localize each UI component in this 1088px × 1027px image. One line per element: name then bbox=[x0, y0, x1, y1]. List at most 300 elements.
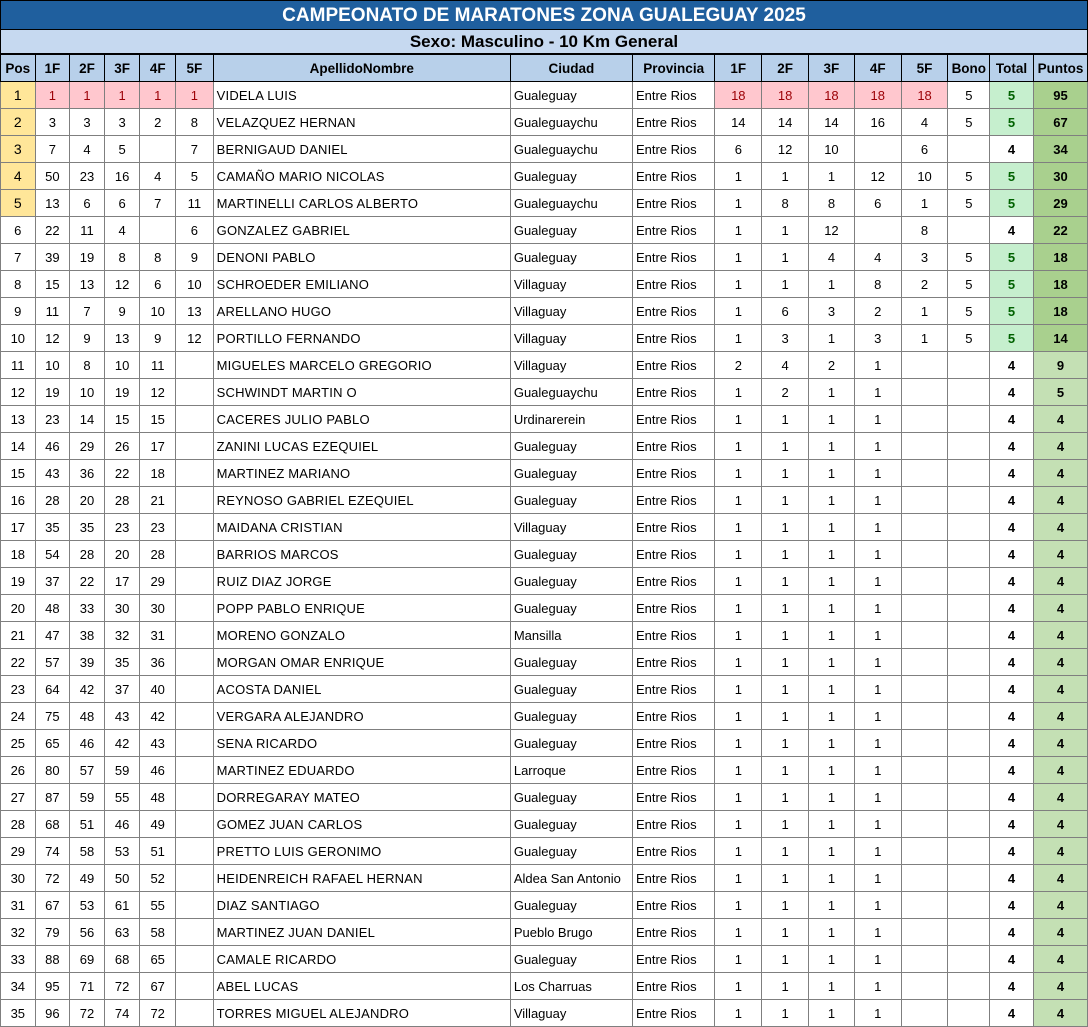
cell-4f-points[interactable]: 1 bbox=[854, 460, 901, 487]
cell-pos[interactable]: 20 bbox=[1, 595, 36, 622]
cell-puntos[interactable]: 9 bbox=[1033, 352, 1087, 379]
cell-bono[interactable] bbox=[948, 973, 990, 1000]
cell-puntos[interactable]: 4 bbox=[1033, 649, 1087, 676]
cell-2f-place[interactable]: 69 bbox=[70, 946, 105, 973]
cell-1f-points[interactable]: 1 bbox=[715, 973, 762, 1000]
cell-pos[interactable]: 21 bbox=[1, 622, 36, 649]
header-ciudad[interactable]: Ciudad bbox=[510, 55, 632, 82]
cell-4f-points[interactable]: 1 bbox=[854, 541, 901, 568]
cell-2f-points[interactable]: 12 bbox=[762, 136, 809, 163]
cell-pos[interactable]: 24 bbox=[1, 703, 36, 730]
cell-2f-place[interactable]: 59 bbox=[70, 784, 105, 811]
cell-1f-points[interactable]: 1 bbox=[715, 379, 762, 406]
cell-provincia[interactable]: Entre Rios bbox=[632, 865, 714, 892]
cell-ciudad[interactable]: Gualeguay bbox=[510, 649, 632, 676]
cell-provincia[interactable]: Entre Rios bbox=[632, 919, 714, 946]
cell-4f-points[interactable]: 2 bbox=[854, 298, 901, 325]
cell-total[interactable]: 5 bbox=[990, 244, 1034, 271]
cell-ciudad[interactable]: Mansilla bbox=[510, 622, 632, 649]
cell-1f-place[interactable]: 65 bbox=[35, 730, 70, 757]
cell-ciudad[interactable]: Gualeguay bbox=[510, 163, 632, 190]
cell-pos[interactable]: 9 bbox=[1, 298, 36, 325]
cell-provincia[interactable]: Entre Rios bbox=[632, 406, 714, 433]
cell-ciudad[interactable]: Gualeguay bbox=[510, 946, 632, 973]
header-3f-points[interactable]: 3F bbox=[809, 55, 855, 82]
cell-1f-points[interactable]: 18 bbox=[715, 82, 762, 109]
header-puntos[interactable]: Puntos bbox=[1033, 55, 1087, 82]
cell-1f-place[interactable]: 46 bbox=[35, 433, 70, 460]
cell-3f-place[interactable]: 63 bbox=[104, 919, 140, 946]
cell-4f-place[interactable]: 55 bbox=[140, 892, 176, 919]
cell-apellido-nombre[interactable]: PORTILLO FERNANDO bbox=[213, 325, 510, 352]
cell-5f-place[interactable] bbox=[176, 784, 214, 811]
cell-3f-points[interactable]: 1 bbox=[809, 433, 855, 460]
cell-3f-points[interactable]: 3 bbox=[809, 298, 855, 325]
cell-2f-points[interactable]: 1 bbox=[762, 514, 809, 541]
cell-provincia[interactable]: Entre Rios bbox=[632, 514, 714, 541]
cell-3f-place[interactable]: 28 bbox=[104, 487, 140, 514]
cell-provincia[interactable]: Entre Rios bbox=[632, 109, 714, 136]
cell-1f-place[interactable]: 28 bbox=[35, 487, 70, 514]
cell-5f-place[interactable] bbox=[176, 352, 214, 379]
cell-apellido-nombre[interactable]: MARTINEZ MARIANO bbox=[213, 460, 510, 487]
cell-apellido-nombre[interactable]: POPP PABLO ENRIQUE bbox=[213, 595, 510, 622]
cell-pos[interactable]: 14 bbox=[1, 433, 36, 460]
cell-4f-place[interactable] bbox=[140, 136, 176, 163]
cell-5f-place[interactable]: 11 bbox=[176, 190, 214, 217]
cell-ciudad[interactable]: Gualeguay bbox=[510, 82, 632, 109]
header-4f-place[interactable]: 4F bbox=[140, 55, 176, 82]
cell-apellido-nombre[interactable]: ABEL LUCAS bbox=[213, 973, 510, 1000]
cell-4f-place[interactable]: 65 bbox=[140, 946, 176, 973]
cell-2f-points[interactable]: 1 bbox=[762, 649, 809, 676]
cell-puntos[interactable]: 4 bbox=[1033, 811, 1087, 838]
cell-3f-points[interactable]: 12 bbox=[809, 217, 855, 244]
cell-1f-place[interactable]: 39 bbox=[35, 244, 70, 271]
cell-apellido-nombre[interactable]: MARTINEZ EDUARDO bbox=[213, 757, 510, 784]
cell-1f-points[interactable]: 1 bbox=[715, 649, 762, 676]
cell-apellido-nombre[interactable]: DIAZ SANTIAGO bbox=[213, 892, 510, 919]
cell-pos[interactable]: 31 bbox=[1, 892, 36, 919]
cell-bono[interactable]: 5 bbox=[948, 163, 990, 190]
cell-2f-place[interactable]: 39 bbox=[70, 649, 105, 676]
cell-1f-place[interactable]: 72 bbox=[35, 865, 70, 892]
cell-ciudad[interactable]: Villaguay bbox=[510, 298, 632, 325]
cell-ciudad[interactable]: Gualeguay bbox=[510, 703, 632, 730]
cell-total[interactable]: 5 bbox=[990, 109, 1034, 136]
cell-total[interactable]: 5 bbox=[990, 298, 1034, 325]
cell-2f-points[interactable]: 1 bbox=[762, 487, 809, 514]
cell-2f-points[interactable]: 1 bbox=[762, 730, 809, 757]
cell-bono[interactable]: 5 bbox=[948, 109, 990, 136]
cell-1f-points[interactable]: 2 bbox=[715, 352, 762, 379]
cell-total[interactable]: 4 bbox=[990, 406, 1034, 433]
cell-2f-place[interactable]: 72 bbox=[70, 1000, 105, 1027]
cell-puntos[interactable]: 4 bbox=[1033, 514, 1087, 541]
cell-puntos[interactable]: 4 bbox=[1033, 946, 1087, 973]
cell-3f-place[interactable]: 9 bbox=[104, 298, 140, 325]
cell-4f-points[interactable]: 1 bbox=[854, 622, 901, 649]
header-1f-place[interactable]: 1F bbox=[35, 55, 70, 82]
cell-5f-points[interactable]: 1 bbox=[901, 298, 948, 325]
cell-puntos[interactable]: 18 bbox=[1033, 244, 1087, 271]
cell-puntos[interactable]: 4 bbox=[1033, 892, 1087, 919]
cell-4f-place[interactable]: 43 bbox=[140, 730, 176, 757]
cell-pos[interactable]: 33 bbox=[1, 946, 36, 973]
cell-apellido-nombre[interactable]: HEIDENREICH RAFAEL HERNAN bbox=[213, 865, 510, 892]
cell-5f-points[interactable] bbox=[901, 865, 948, 892]
cell-5f-place[interactable] bbox=[176, 649, 214, 676]
cell-4f-points[interactable]: 1 bbox=[854, 352, 901, 379]
cell-5f-place[interactable] bbox=[176, 406, 214, 433]
cell-3f-place[interactable]: 72 bbox=[104, 973, 140, 1000]
cell-2f-points[interactable]: 1 bbox=[762, 703, 809, 730]
cell-3f-points[interactable]: 8 bbox=[809, 190, 855, 217]
cell-ciudad[interactable]: Gualeguay bbox=[510, 541, 632, 568]
cell-provincia[interactable]: Entre Rios bbox=[632, 622, 714, 649]
cell-puntos[interactable]: 4 bbox=[1033, 622, 1087, 649]
cell-5f-points[interactable] bbox=[901, 568, 948, 595]
cell-1f-place[interactable]: 43 bbox=[35, 460, 70, 487]
cell-provincia[interactable]: Entre Rios bbox=[632, 784, 714, 811]
cell-provincia[interactable]: Entre Rios bbox=[632, 892, 714, 919]
cell-puntos[interactable]: 34 bbox=[1033, 136, 1087, 163]
cell-2f-points[interactable]: 1 bbox=[762, 892, 809, 919]
cell-4f-place[interactable]: 31 bbox=[140, 622, 176, 649]
cell-4f-place[interactable]: 30 bbox=[140, 595, 176, 622]
cell-3f-place[interactable]: 4 bbox=[104, 217, 140, 244]
cell-2f-points[interactable]: 1 bbox=[762, 244, 809, 271]
cell-5f-place[interactable]: 8 bbox=[176, 109, 214, 136]
cell-2f-place[interactable]: 3 bbox=[70, 109, 105, 136]
cell-3f-points[interactable]: 1 bbox=[809, 325, 855, 352]
cell-1f-place[interactable]: 67 bbox=[35, 892, 70, 919]
cell-total[interactable]: 4 bbox=[990, 811, 1034, 838]
cell-3f-points[interactable]: 18 bbox=[809, 82, 855, 109]
cell-3f-points[interactable]: 1 bbox=[809, 1000, 855, 1027]
cell-5f-points[interactable] bbox=[901, 1000, 948, 1027]
cell-bono[interactable]: 5 bbox=[948, 298, 990, 325]
cell-5f-place[interactable] bbox=[176, 838, 214, 865]
cell-2f-place[interactable]: 48 bbox=[70, 703, 105, 730]
cell-1f-place[interactable]: 10 bbox=[35, 352, 70, 379]
cell-apellido-nombre[interactable]: MORGAN OMAR ENRIQUE bbox=[213, 649, 510, 676]
cell-bono[interactable] bbox=[948, 946, 990, 973]
cell-pos[interactable]: 28 bbox=[1, 811, 36, 838]
cell-pos[interactable]: 26 bbox=[1, 757, 36, 784]
cell-provincia[interactable]: Entre Rios bbox=[632, 244, 714, 271]
cell-4f-points[interactable] bbox=[854, 217, 901, 244]
cell-1f-points[interactable]: 1 bbox=[715, 757, 762, 784]
cell-3f-place[interactable]: 3 bbox=[104, 109, 140, 136]
cell-3f-points[interactable]: 1 bbox=[809, 811, 855, 838]
cell-3f-place[interactable]: 53 bbox=[104, 838, 140, 865]
cell-1f-points[interactable]: 1 bbox=[715, 568, 762, 595]
cell-2f-points[interactable]: 1 bbox=[762, 271, 809, 298]
cell-pos[interactable]: 32 bbox=[1, 919, 36, 946]
cell-3f-place[interactable]: 46 bbox=[104, 811, 140, 838]
header-bono[interactable]: Bono bbox=[948, 55, 990, 82]
cell-4f-place[interactable]: 21 bbox=[140, 487, 176, 514]
cell-1f-place[interactable]: 64 bbox=[35, 676, 70, 703]
cell-4f-place[interactable]: 12 bbox=[140, 379, 176, 406]
cell-4f-points[interactable]: 18 bbox=[854, 82, 901, 109]
cell-1f-points[interactable]: 1 bbox=[715, 676, 762, 703]
cell-2f-points[interactable]: 1 bbox=[762, 217, 809, 244]
cell-puntos[interactable]: 4 bbox=[1033, 730, 1087, 757]
cell-4f-points[interactable]: 1 bbox=[854, 919, 901, 946]
cell-4f-points[interactable]: 1 bbox=[854, 676, 901, 703]
cell-5f-place[interactable] bbox=[176, 541, 214, 568]
cell-5f-place[interactable] bbox=[176, 703, 214, 730]
cell-ciudad[interactable]: Villaguay bbox=[510, 325, 632, 352]
cell-3f-points[interactable]: 1 bbox=[809, 919, 855, 946]
cell-ciudad[interactable]: Gualeguay bbox=[510, 487, 632, 514]
cell-provincia[interactable]: Entre Rios bbox=[632, 649, 714, 676]
cell-1f-place[interactable]: 19 bbox=[35, 379, 70, 406]
cell-total[interactable]: 4 bbox=[990, 757, 1034, 784]
cell-4f-place[interactable]: 9 bbox=[140, 325, 176, 352]
cell-3f-place[interactable]: 17 bbox=[104, 568, 140, 595]
cell-2f-points[interactable]: 3 bbox=[762, 325, 809, 352]
cell-2f-points[interactable]: 1 bbox=[762, 460, 809, 487]
cell-4f-place[interactable]: 40 bbox=[140, 676, 176, 703]
cell-5f-points[interactable]: 3 bbox=[901, 244, 948, 271]
cell-5f-place[interactable] bbox=[176, 622, 214, 649]
cell-provincia[interactable]: Entre Rios bbox=[632, 379, 714, 406]
cell-4f-place[interactable]: 15 bbox=[140, 406, 176, 433]
cell-total[interactable]: 4 bbox=[990, 595, 1034, 622]
cell-ciudad[interactable]: Gualeguay bbox=[510, 433, 632, 460]
cell-1f-points[interactable]: 1 bbox=[715, 730, 762, 757]
cell-total[interactable]: 4 bbox=[990, 487, 1034, 514]
cell-total[interactable]: 4 bbox=[990, 730, 1034, 757]
cell-provincia[interactable]: Entre Rios bbox=[632, 568, 714, 595]
cell-1f-points[interactable]: 1 bbox=[715, 595, 762, 622]
cell-bono[interactable] bbox=[948, 865, 990, 892]
cell-ciudad[interactable]: Gualeguay bbox=[510, 244, 632, 271]
cell-4f-points[interactable]: 1 bbox=[854, 514, 901, 541]
cell-provincia[interactable]: Entre Rios bbox=[632, 757, 714, 784]
cell-1f-points[interactable]: 1 bbox=[715, 811, 762, 838]
cell-4f-place[interactable]: 29 bbox=[140, 568, 176, 595]
cell-3f-points[interactable]: 1 bbox=[809, 784, 855, 811]
cell-2f-points[interactable]: 6 bbox=[762, 298, 809, 325]
cell-3f-points[interactable]: 14 bbox=[809, 109, 855, 136]
cell-bono[interactable] bbox=[948, 487, 990, 514]
cell-apellido-nombre[interactable]: DENONI PABLO bbox=[213, 244, 510, 271]
cell-5f-place[interactable] bbox=[176, 946, 214, 973]
cell-1f-place[interactable]: 12 bbox=[35, 325, 70, 352]
cell-puntos[interactable]: 4 bbox=[1033, 541, 1087, 568]
cell-4f-points[interactable]: 1 bbox=[854, 838, 901, 865]
cell-2f-place[interactable]: 71 bbox=[70, 973, 105, 1000]
cell-bono[interactable] bbox=[948, 892, 990, 919]
cell-provincia[interactable]: Entre Rios bbox=[632, 298, 714, 325]
cell-total[interactable]: 4 bbox=[990, 622, 1034, 649]
cell-3f-points[interactable]: 1 bbox=[809, 892, 855, 919]
cell-pos[interactable]: 23 bbox=[1, 676, 36, 703]
cell-5f-points[interactable] bbox=[901, 811, 948, 838]
cell-4f-place[interactable]: 10 bbox=[140, 298, 176, 325]
cell-pos[interactable]: 27 bbox=[1, 784, 36, 811]
cell-total[interactable]: 4 bbox=[990, 865, 1034, 892]
cell-2f-place[interactable]: 46 bbox=[70, 730, 105, 757]
cell-5f-place[interactable] bbox=[176, 811, 214, 838]
cell-1f-points[interactable]: 1 bbox=[715, 163, 762, 190]
cell-puntos[interactable]: 4 bbox=[1033, 757, 1087, 784]
cell-2f-place[interactable]: 9 bbox=[70, 325, 105, 352]
cell-2f-place[interactable]: 10 bbox=[70, 379, 105, 406]
cell-pos[interactable]: 4 bbox=[1, 163, 36, 190]
cell-pos[interactable]: 7 bbox=[1, 244, 36, 271]
cell-puntos[interactable]: 4 bbox=[1033, 973, 1087, 1000]
cell-total[interactable]: 4 bbox=[990, 784, 1034, 811]
cell-3f-points[interactable]: 1 bbox=[809, 676, 855, 703]
cell-2f-place[interactable]: 7 bbox=[70, 298, 105, 325]
cell-bono[interactable] bbox=[948, 838, 990, 865]
cell-3f-points[interactable]: 1 bbox=[809, 757, 855, 784]
cell-3f-place[interactable]: 19 bbox=[104, 379, 140, 406]
cell-2f-place[interactable]: 13 bbox=[70, 271, 105, 298]
cell-bono[interactable] bbox=[948, 703, 990, 730]
cell-apellido-nombre[interactable]: MARTINEZ JUAN DANIEL bbox=[213, 919, 510, 946]
cell-1f-place[interactable]: 15 bbox=[35, 271, 70, 298]
cell-1f-points[interactable]: 1 bbox=[715, 541, 762, 568]
cell-5f-place[interactable]: 12 bbox=[176, 325, 214, 352]
cell-5f-place[interactable] bbox=[176, 676, 214, 703]
cell-2f-points[interactable]: 1 bbox=[762, 433, 809, 460]
cell-2f-place[interactable]: 51 bbox=[70, 811, 105, 838]
cell-4f-points[interactable]: 1 bbox=[854, 595, 901, 622]
cell-5f-points[interactable]: 4 bbox=[901, 109, 948, 136]
cell-1f-place[interactable]: 87 bbox=[35, 784, 70, 811]
cell-1f-points[interactable]: 1 bbox=[715, 190, 762, 217]
cell-bono[interactable] bbox=[948, 784, 990, 811]
cell-5f-place[interactable]: 5 bbox=[176, 163, 214, 190]
header-4f-points[interactable]: 4F bbox=[854, 55, 901, 82]
cell-2f-place[interactable]: 11 bbox=[70, 217, 105, 244]
cell-3f-place[interactable]: 55 bbox=[104, 784, 140, 811]
cell-5f-place[interactable]: 7 bbox=[176, 136, 214, 163]
cell-5f-place[interactable] bbox=[176, 892, 214, 919]
cell-provincia[interactable]: Entre Rios bbox=[632, 82, 714, 109]
cell-4f-points[interactable]: 1 bbox=[854, 1000, 901, 1027]
cell-3f-place[interactable]: 15 bbox=[104, 406, 140, 433]
cell-4f-points[interactable]: 1 bbox=[854, 865, 901, 892]
cell-pos[interactable]: 8 bbox=[1, 271, 36, 298]
header-provincia[interactable]: Provincia bbox=[632, 55, 714, 82]
cell-4f-place[interactable]: 23 bbox=[140, 514, 176, 541]
cell-pos[interactable]: 1 bbox=[1, 82, 36, 109]
cell-2f-points[interactable]: 14 bbox=[762, 109, 809, 136]
cell-bono[interactable] bbox=[948, 406, 990, 433]
cell-2f-points[interactable]: 1 bbox=[762, 946, 809, 973]
cell-2f-points[interactable]: 4 bbox=[762, 352, 809, 379]
cell-5f-points[interactable] bbox=[901, 514, 948, 541]
cell-4f-points[interactable]: 1 bbox=[854, 892, 901, 919]
cell-total[interactable]: 4 bbox=[990, 676, 1034, 703]
cell-2f-points[interactable]: 1 bbox=[762, 838, 809, 865]
cell-total[interactable]: 5 bbox=[990, 271, 1034, 298]
cell-provincia[interactable]: Entre Rios bbox=[632, 136, 714, 163]
cell-total[interactable]: 5 bbox=[990, 82, 1034, 109]
cell-ciudad[interactable]: Gualeguay bbox=[510, 217, 632, 244]
cell-1f-points[interactable]: 1 bbox=[715, 406, 762, 433]
cell-puntos[interactable]: 4 bbox=[1033, 433, 1087, 460]
cell-pos[interactable]: 35 bbox=[1, 1000, 36, 1027]
cell-2f-points[interactable]: 18 bbox=[762, 82, 809, 109]
cell-puntos[interactable]: 5 bbox=[1033, 379, 1087, 406]
cell-total[interactable]: 4 bbox=[990, 1000, 1034, 1027]
cell-4f-place[interactable]: 7 bbox=[140, 190, 176, 217]
cell-5f-place[interactable] bbox=[176, 1000, 214, 1027]
cell-puntos[interactable]: 4 bbox=[1033, 838, 1087, 865]
cell-1f-points[interactable]: 1 bbox=[715, 946, 762, 973]
cell-provincia[interactable]: Entre Rios bbox=[632, 838, 714, 865]
header-5f-place[interactable]: 5F bbox=[176, 55, 214, 82]
cell-4f-points[interactable]: 1 bbox=[854, 784, 901, 811]
cell-3f-points[interactable]: 1 bbox=[809, 163, 855, 190]
cell-4f-points[interactable]: 1 bbox=[854, 379, 901, 406]
cell-3f-points[interactable]: 1 bbox=[809, 514, 855, 541]
cell-5f-points[interactable] bbox=[901, 460, 948, 487]
cell-3f-points[interactable]: 4 bbox=[809, 244, 855, 271]
cell-4f-points[interactable]: 1 bbox=[854, 730, 901, 757]
cell-1f-place[interactable]: 54 bbox=[35, 541, 70, 568]
header-2f-place[interactable]: 2F bbox=[70, 55, 105, 82]
cell-5f-points[interactable] bbox=[901, 649, 948, 676]
cell-1f-points[interactable]: 1 bbox=[715, 433, 762, 460]
cell-5f-place[interactable]: 6 bbox=[176, 217, 214, 244]
cell-bono[interactable] bbox=[948, 217, 990, 244]
cell-provincia[interactable]: Entre Rios bbox=[632, 190, 714, 217]
cell-5f-points[interactable]: 2 bbox=[901, 271, 948, 298]
cell-provincia[interactable]: Entre Rios bbox=[632, 217, 714, 244]
cell-5f-place[interactable] bbox=[176, 757, 214, 784]
cell-4f-place[interactable]: 51 bbox=[140, 838, 176, 865]
cell-total[interactable]: 5 bbox=[990, 190, 1034, 217]
cell-provincia[interactable]: Entre Rios bbox=[632, 676, 714, 703]
cell-4f-points[interactable]: 3 bbox=[854, 325, 901, 352]
cell-1f-place[interactable]: 88 bbox=[35, 946, 70, 973]
cell-1f-place[interactable]: 13 bbox=[35, 190, 70, 217]
cell-2f-place[interactable]: 57 bbox=[70, 757, 105, 784]
header-total[interactable]: Total bbox=[990, 55, 1034, 82]
cell-puntos[interactable]: 4 bbox=[1033, 703, 1087, 730]
cell-4f-points[interactable]: 4 bbox=[854, 244, 901, 271]
cell-3f-points[interactable]: 2 bbox=[809, 352, 855, 379]
cell-4f-place[interactable]: 49 bbox=[140, 811, 176, 838]
cell-pos[interactable]: 2 bbox=[1, 109, 36, 136]
cell-3f-points[interactable]: 1 bbox=[809, 460, 855, 487]
cell-2f-points[interactable]: 1 bbox=[762, 784, 809, 811]
cell-pos[interactable]: 34 bbox=[1, 973, 36, 1000]
cell-bono[interactable]: 5 bbox=[948, 190, 990, 217]
cell-2f-points[interactable]: 1 bbox=[762, 406, 809, 433]
cell-4f-place[interactable]: 46 bbox=[140, 757, 176, 784]
cell-ciudad[interactable]: Gualeguay bbox=[510, 811, 632, 838]
cell-2f-place[interactable]: 4 bbox=[70, 136, 105, 163]
cell-bono[interactable] bbox=[948, 1000, 990, 1027]
cell-4f-points[interactable]: 1 bbox=[854, 757, 901, 784]
cell-5f-points[interactable] bbox=[901, 730, 948, 757]
cell-3f-points[interactable]: 1 bbox=[809, 379, 855, 406]
cell-ciudad[interactable]: Gualeguay bbox=[510, 730, 632, 757]
cell-1f-place[interactable]: 50 bbox=[35, 163, 70, 190]
cell-5f-place[interactable]: 9 bbox=[176, 244, 214, 271]
cell-3f-place[interactable]: 35 bbox=[104, 649, 140, 676]
